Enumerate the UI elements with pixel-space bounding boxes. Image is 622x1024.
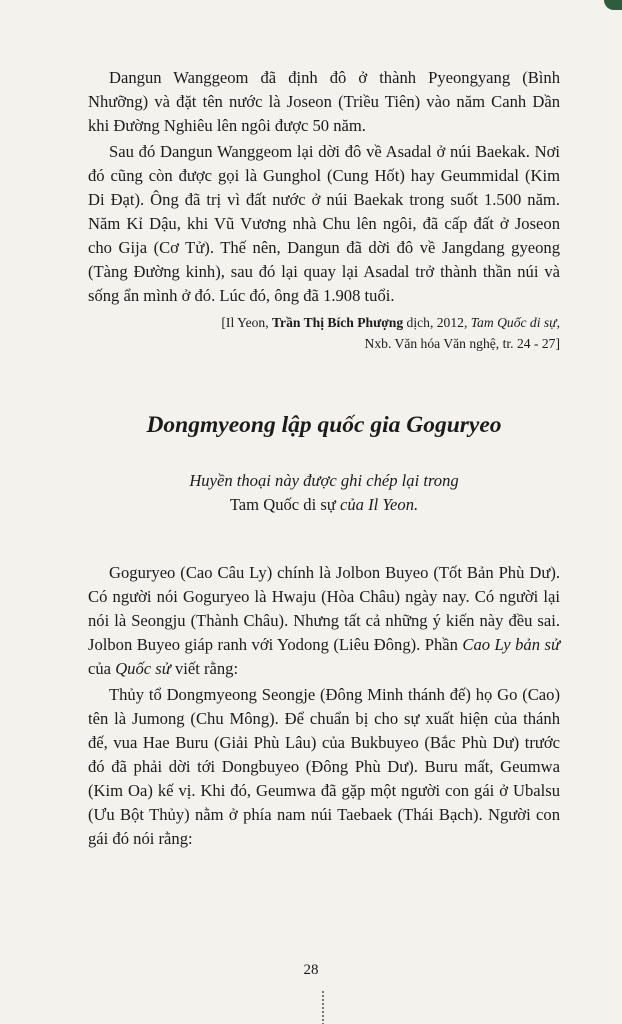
citation-translator: Trần Thị Bích Phượng	[272, 315, 404, 330]
paragraph: Sau đó Dangun Wanggeom lại dời đô về Asadal ở núi Baekak. Nơi đó cũng còn được gọi là Gunghol (Cung Hốt) hay Geummidal (Kim Di Đạt). Ông đã trị vì đất nước ở núi Baekak trong suốt 1.500 năm. Năm Kỉ Dậu, khi Vũ Vương nhà Chu lên ngôi, đã cấp đất ở Joseon cho Gija (Cơ Tử). Thế nên, Dangun đã dời đô về Jangdang gyeong (Tàng Đường kinh), sau đó lại quay lại Asadal trở thành thần núi và sống ẩn mình ở đó. Lúc đó, ông đã 1.908 tuổi.	[88, 142, 560, 305]
citation-text: [Il Yeon,	[221, 315, 272, 330]
epigraph-book-title: Tam Quốc di sự	[229, 495, 336, 514]
paragraph-text: của	[88, 659, 116, 678]
section-body	[88, 561, 560, 851]
epigraph	[88, 469, 560, 517]
section-title: Dongmyeong lập quốc gia Goguryeo	[146, 412, 502, 438]
corner-mark	[604, 0, 622, 10]
citation-book-title: Tam Quốc di sự	[470, 315, 557, 330]
dotted-divider	[322, 990, 324, 1024]
citation-text: dịch, 2012,	[403, 315, 471, 330]
citation-publisher: Nxb. Văn hóa Văn nghệ, tr. 24 - 27]	[364, 336, 560, 351]
book-title: Quốc sử	[115, 659, 171, 678]
paragraph-text: Goguryeo (Cao Câu Ly) chính là Jolbon Buyeo (Tốt Bản Phù Dư). Có người nói Goguryeo là Hwaju (Hòa Châu) ngày nay. Có người lại nói là Seongju (Thành Châu). Nhưng tất cả những ý kiến này đều sai. Jolbon Buyeo giáp ranh với Yodong (Liêu Đông). Phần	[88, 563, 560, 654]
citation-text: ,	[556, 315, 560, 330]
epigraph-line1: Huyền thoại này được ghi chép lại trong	[189, 471, 459, 490]
epigraph-line2: của Il Yeon.	[335, 495, 419, 514]
page-number: 28	[303, 962, 319, 978]
paragraph	[88, 561, 560, 681]
book-title: Cao Ly bản sử	[462, 635, 560, 654]
paragraph: Thủy tổ Dongmyeong Seongje (Đông Minh thánh đế) họ Go (Cao) tên là Jumong (Chu Mông). Để chuẩn bị cho sự xuất hiện của thánh đế, vua Hae Buru (Giải Phù Lâu) của Bukbuyeo (Bắc Phù Dư) trước đó đã phải dời tới Dongbuyeo (Đông Phù Dư). Buru mất, Geumwa (Kim Oa) kế vị. Khi đó, Geumwa đã gặp một người con gái ở Ubalsu (Ưu Bột Thủy) nằm ở phía nam núi Taebaek (Thái Bạch). Người con gái đó nói rằng:	[88, 685, 560, 848]
paragraph: Dangun Wanggeom đã định đô ở thành Pyeongyang (Bình Nhưỡng) và đặt tên nước là Joseon (Triều Tiên) vào năm Canh Dần khi Đường Nghiêu lên ngôi được 50 năm.	[88, 68, 560, 135]
paragraph-text: viết rằng:	[170, 659, 239, 678]
page-content	[88, 66, 560, 851]
citation	[88, 312, 560, 354]
